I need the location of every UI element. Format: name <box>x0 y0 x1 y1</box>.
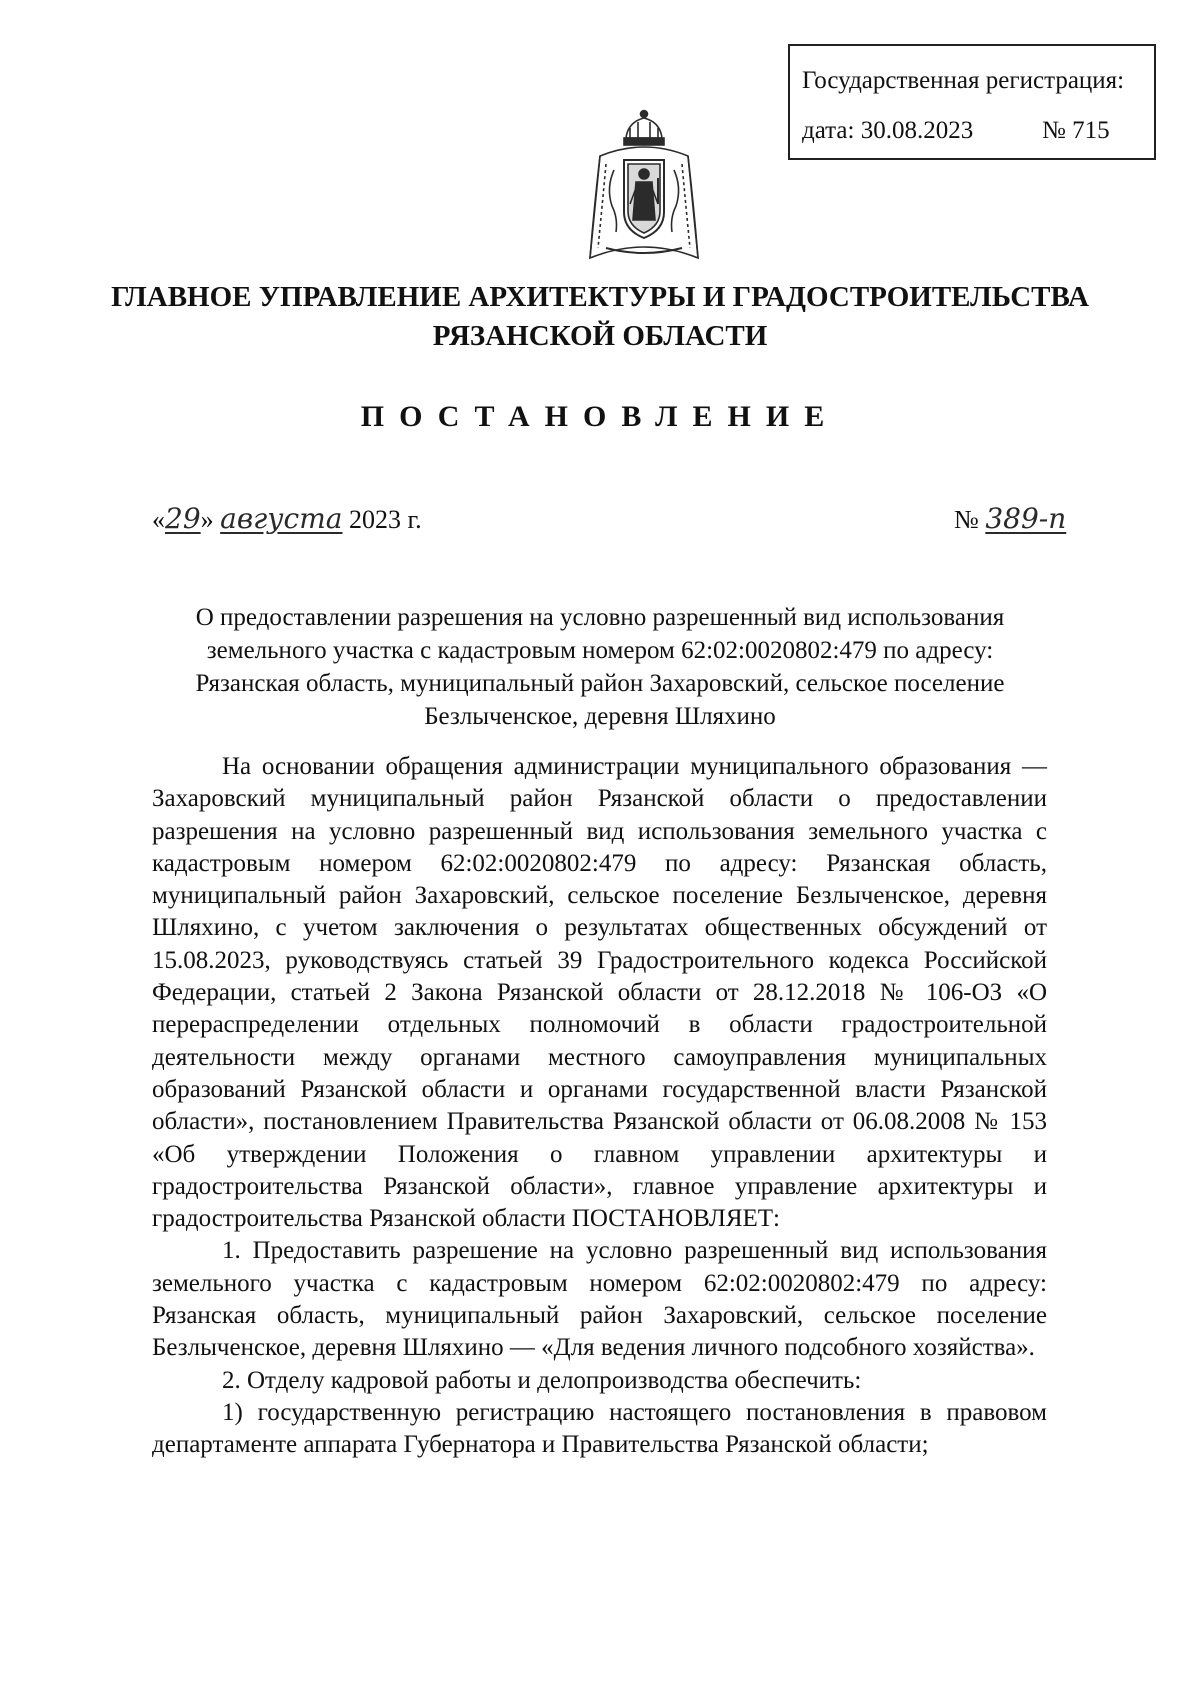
document-number <box>954 502 1123 535</box>
coat-of-arms-emblem <box>576 108 712 268</box>
date-close-quote: » <box>200 505 214 534</box>
document-body <box>152 751 1047 1462</box>
agency-name <box>0 278 1200 356</box>
registration-date: дата: 30.08.2023 <box>802 117 974 144</box>
date-year: 2023 г. <box>348 505 422 534</box>
subject-line-4: Безлыченское, деревня Шляхино <box>424 703 776 730</box>
clause-2-item-1-paragraph: 1) государственную регистрацию настоящего постановления в правовом департаменте аппарата Губернатора и Правительства Рязанской области; <box>152 1398 1047 1459</box>
state-registration-stamp <box>788 44 1156 160</box>
document-number-prefix: № <box>954 505 979 534</box>
document-number-handwritten: 389-п <box>985 502 1067 535</box>
clause-2-paragraph: 2. Отделу кадровой работы и делопроизводства обеспечить: <box>222 1366 862 1394</box>
registration-title: Государственная регистрация: <box>802 67 1125 94</box>
subject-line-2: земельного участка с кадастровым номером 62:02:0020802:479 по адресу: <box>206 637 994 664</box>
registration-number: № 715 <box>1042 117 1110 144</box>
document-type-title: ПОСТАНОВЛЕНИЕ <box>360 400 840 433</box>
date-day-handwritten: 29 <box>165 502 201 535</box>
document-date <box>152 502 422 535</box>
preamble-paragraph: На основании обращения администрации муниципального образования — Захаровский муниципальный район Рязанской области о предоставлении разрешения на условно разрешенный вид использования земельного участка с кадастровым номером 62:02:0020802:479 по адресу: Рязанская область, муниципальный район Захаровский, сельское поселение Безлыченское, деревня Шляхино, с учетом заключения о результатах общественных обсуждений от 15.08.2023, руководствуясь статьей 39 Градостроительного кодекса Российской Федерации, статьей 2 Закона Рязанской области от 28.12.2018 № 106-ОЗ «О перераспределении отдельных полномочий в области градостроительной деятельности между органами местного самоуправления муниципальных образований Рязанской области и органами государственной власти Рязанской области», постановлением Правительства Рязанской области от 06.08.2008 № 153 «Об утверждении Положения о главном управлении архитектуры и градостроительства Рязанской области», главное управление архитектуры и градостроительства Рязанской области ПОСТАНОВЛЯЕТ: <box>152 753 1047 1233</box>
agency-name-line-1: ГЛАВНОЕ УПРАВЛЕНИЕ АРХИТЕКТУРЫ И ГРАДОСТРОИТЕЛЬСТВА <box>111 281 1089 313</box>
agency-name-line-2: РЯЗАНСКОЙ ОБЛАСТИ <box>432 320 768 352</box>
document-subject <box>150 601 1050 733</box>
subject-line-3: Рязанская область, муниципальный район Захаровский, сельское поселение <box>195 670 1005 697</box>
date-month-handwritten: августа <box>220 502 343 535</box>
subject-line-1: О предоставлении разрешения на условно разрешенный вид использования <box>195 604 1005 631</box>
clause-1-paragraph: 1. Предоставить разрешение на условно разрешенный вид использования земельного участка с кадастровым номером 62:02:0020802:479 по адресу: Рязанская область, муниципальный район Захаровский, сельское поселение Безлыченское, деревня Шляхино — «Для ведения личного подсобного хозяйства». <box>152 1237 1047 1362</box>
date-open-quote: « <box>152 505 165 534</box>
